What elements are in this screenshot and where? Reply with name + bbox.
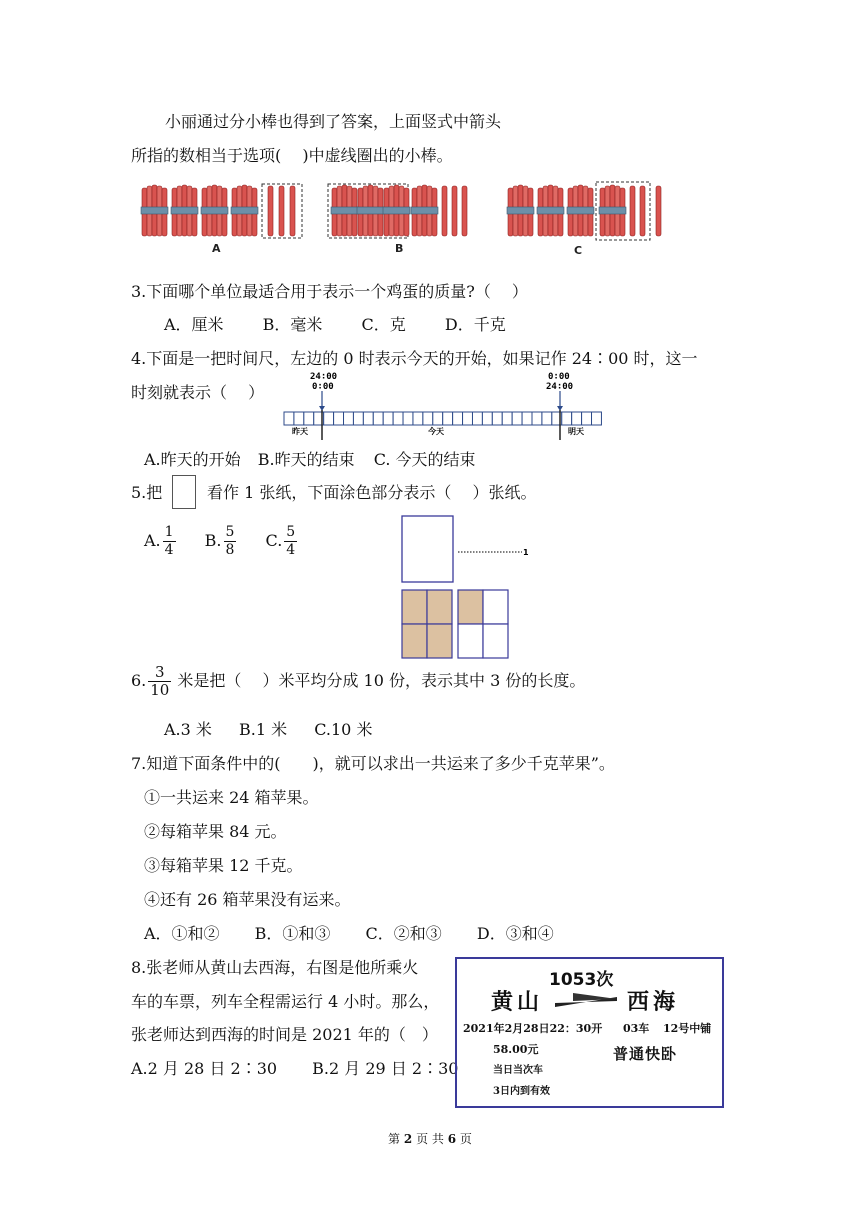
ticket-note2: 3日内到有效 <box>493 1086 550 1097</box>
q8-line1: 8.张老师从黄山去西海，右图是他所乘火 <box>131 958 419 977</box>
ruler-left-bottom: 0∶00 <box>312 382 334 392</box>
ruler-cell <box>373 412 383 425</box>
q5-unit-label: 1 <box>523 548 529 557</box>
q7-condition-3: ③每箱苹果 12 千克。 <box>144 856 303 875</box>
q5-figure-svg <box>400 514 540 660</box>
q4-option-b: B.昨天的结束 <box>257 450 355 469</box>
stick-a1 <box>268 186 273 236</box>
q5-option-b-prefix: B. <box>204 531 222 550</box>
ruler-cell <box>433 412 443 425</box>
ruler-cell <box>512 412 522 425</box>
q5-option-a-den: 4 <box>164 542 174 558</box>
stick-c2 <box>640 186 645 236</box>
ruler-cell <box>592 412 602 425</box>
q5-cell-5 <box>458 590 483 624</box>
page-footer <box>0 1130 860 1147</box>
q3-options <box>164 315 506 335</box>
q7-option-a: A．①和② <box>144 924 220 943</box>
q5-option-a-frac <box>163 524 176 559</box>
q6-stem <box>131 664 585 699</box>
q7-condition-1: ①一共运来 24 箱苹果。 <box>144 788 319 807</box>
ruler-cell <box>502 412 512 425</box>
ticket-berth: 12号中铺 <box>663 1022 712 1035</box>
q3-option-b: B．毫米 <box>262 315 323 334</box>
q5-option-c <box>265 524 304 558</box>
bundle-b3 <box>383 185 410 236</box>
q7-option-d: D．③和④ <box>476 924 554 943</box>
ruler-cell <box>393 412 403 425</box>
stick-b1 <box>442 186 447 236</box>
bundle-a4 <box>231 185 258 236</box>
bundle-b4 <box>411 185 438 236</box>
ruler-cell <box>562 412 572 425</box>
q5-option-c-prefix: C. <box>265 531 283 550</box>
q5-option-c-den: 4 <box>286 542 296 558</box>
q5-option-b-num: 5 <box>225 524 235 540</box>
stick-a2 <box>279 186 284 236</box>
q3-stem: 3.下面哪个单位最适合用于表示一个鸡蛋的质量?（ ） <box>131 282 528 301</box>
ruler-cell <box>413 412 423 425</box>
q5-shaded-figure <box>402 590 508 658</box>
bundle-c2 <box>537 185 564 236</box>
ruler-label-yesterday: 昨天 <box>292 427 308 436</box>
q5-option-b <box>204 524 243 558</box>
ruler-cell <box>482 412 492 425</box>
ruler-cell <box>463 412 473 425</box>
q5-options <box>144 524 303 559</box>
ruler-cell <box>403 412 413 425</box>
ticket-type: 普通快卧 <box>613 1045 678 1063</box>
ticket-departure: 2021年2月28日22：30开 <box>463 1022 603 1035</box>
ticket-to: 西海 <box>627 989 680 1015</box>
ticket-note1: 当日当次车 <box>493 1065 543 1076</box>
ruler-label-today: 今天 <box>428 427 444 436</box>
q5-option-b-den: 8 <box>225 542 235 558</box>
label-c: C <box>574 244 583 257</box>
stick-c1 <box>630 186 635 236</box>
q8-option-a: A.2 月 28 日 2∶30 <box>131 1059 278 1078</box>
bundle-a2 <box>171 185 198 236</box>
footer-page-number: 2 <box>403 1132 413 1146</box>
q2-text-line1: 小丽通过分小棒也得到了答案，上面竖式中箭头 <box>165 112 502 131</box>
ruler-cell <box>453 412 463 425</box>
ruler-cell <box>284 412 294 425</box>
stick-a3 <box>290 186 295 236</box>
ruler-right-bottom: 24∶00 <box>546 382 574 392</box>
ticket-arrow-icon <box>553 987 619 1009</box>
label-a: A <box>212 242 221 255</box>
ruler-cell <box>443 412 453 425</box>
ruler-right-top: 0∶00 <box>548 372 570 382</box>
q5-option-a <box>144 524 182 558</box>
footer-suffix: 页 <box>459 1132 472 1146</box>
q4-options <box>144 450 476 470</box>
ruler-cell <box>582 412 592 425</box>
q5-figure <box>400 514 540 660</box>
ruler-cell <box>572 412 582 425</box>
ruler-cell <box>334 412 344 425</box>
bundle-a3 <box>201 185 228 236</box>
label-b: B <box>395 242 404 255</box>
q7-condition-2: ②每箱苹果 84 元。 <box>144 822 287 841</box>
ruler-cell <box>353 412 363 425</box>
q4-stem-line2: 时刻就表示（ ） <box>131 383 265 402</box>
q6-option-b: B.1 米 <box>239 720 288 739</box>
bundle-c3 <box>567 185 594 236</box>
bundle-b1 <box>331 185 358 236</box>
footer-total-pages: 6 <box>447 1132 457 1146</box>
q5-cell-4 <box>427 624 452 658</box>
ruler-cell <box>383 412 393 425</box>
stick-c3 <box>656 186 661 236</box>
ticket-train-number: 1053次 <box>549 970 614 990</box>
ticket-price: 58.00元 <box>493 1043 539 1056</box>
q5-cell-1 <box>402 590 427 624</box>
q5-unit-square-inline <box>172 475 196 509</box>
q3-option-a: A．厘米 <box>164 315 224 334</box>
ruler-left-top: 24∶00 <box>310 372 338 382</box>
q8-options <box>131 1059 458 1079</box>
ruler-cell <box>522 412 532 425</box>
bundle-c4 <box>599 185 626 236</box>
q8-line2: 车的车票，列车全程需运行 4 小时。那么， <box>131 992 440 1011</box>
q6-stem-after: 米是把（ ）米平均分成 10 份，表示其中 3 份的长度。 <box>177 671 586 690</box>
ticket-from: 黄山 <box>491 989 544 1015</box>
time-ruler <box>280 370 610 446</box>
q5-option-a-prefix: A. <box>144 531 161 550</box>
q5-unit-rect <box>402 516 453 582</box>
q6-option-a: A.3 米 <box>164 720 212 739</box>
q5-cell-2 <box>427 590 452 624</box>
q6-num: 3 <box>148 664 171 682</box>
q4-option-a: A.昨天的开始 <box>144 450 241 469</box>
q6-option-c: C.10 米 <box>314 720 373 739</box>
q5-cell-6 <box>483 590 508 624</box>
footer-prefix: 第 <box>388 1132 401 1146</box>
bundle-b2 <box>357 185 384 236</box>
q5-cell-8 <box>483 624 508 658</box>
q5-option-b-frac <box>224 524 237 559</box>
q3-option-c: C．克 <box>361 315 406 334</box>
ruler-cell <box>324 412 334 425</box>
q4-stem-line1: 4.下面是一把时间尺，左边的 0 时表示今天的开始，如果记作 24∶00 时，这一 <box>131 349 698 368</box>
q7-condition-4: ④还有 26 箱苹果没有运来。 <box>144 890 351 909</box>
ruler-cell <box>542 412 552 425</box>
sticks-illustration <box>130 180 670 260</box>
q6-options <box>164 720 372 740</box>
ruler-cells <box>284 412 601 425</box>
stick-b3 <box>462 186 467 236</box>
q6-prefix: 6. <box>131 671 147 690</box>
q5-cell-7 <box>458 624 483 658</box>
sticks-svg <box>130 180 670 260</box>
footer-mid: 页 共 <box>416 1132 444 1146</box>
q7-options <box>144 924 554 944</box>
q5-option-c-num: 5 <box>286 524 296 540</box>
q6-den: 10 <box>150 681 170 699</box>
ruler-cell <box>363 412 373 425</box>
train-ticket <box>455 957 724 1108</box>
q7-stem: 7.知道下面条件中的( )，就可以求出一共运来了多少千克苹果”。 <box>131 754 615 773</box>
q4-option-c: C. 今天的结束 <box>373 450 476 469</box>
ticket-car: 03车 <box>623 1022 650 1035</box>
q8-line3: 张老师达到西海的时间是 2021 年的（ ） <box>131 1025 438 1044</box>
q6-fraction <box>148 664 171 699</box>
q5-stem-before: 5.把 <box>131 483 163 502</box>
bundle-c1 <box>507 185 534 236</box>
q8-option-b: B.2 月 29 日 2∶30 <box>312 1059 459 1078</box>
q5-option-c-frac <box>284 524 297 559</box>
time-ruler-svg <box>280 370 610 446</box>
ruler-cell <box>304 412 314 425</box>
q5-stem-after: 看作 1 张纸，下面涂色部分表示（ ）张纸。 <box>207 483 537 502</box>
ruler-cell <box>294 412 304 425</box>
ruler-cell <box>472 412 482 425</box>
q5-option-a-num: 1 <box>164 524 174 540</box>
ruler-cell <box>423 412 433 425</box>
q7-option-c: C．②和③ <box>365 924 442 943</box>
bundle-a1 <box>141 185 168 236</box>
ruler-cell <box>532 412 542 425</box>
ruler-label-tomorrow: 明天 <box>568 427 584 436</box>
ruler-cell <box>492 412 502 425</box>
stick-b2 <box>452 186 457 236</box>
q7-option-b: B．①和③ <box>254 924 331 943</box>
ruler-cell <box>344 412 354 425</box>
q2-text-line2: 所指的数相当于选项( )中虚线圈出的小棒。 <box>131 146 453 165</box>
q3-option-d: D．千克 <box>444 315 506 334</box>
q5-cell-3 <box>402 624 427 658</box>
